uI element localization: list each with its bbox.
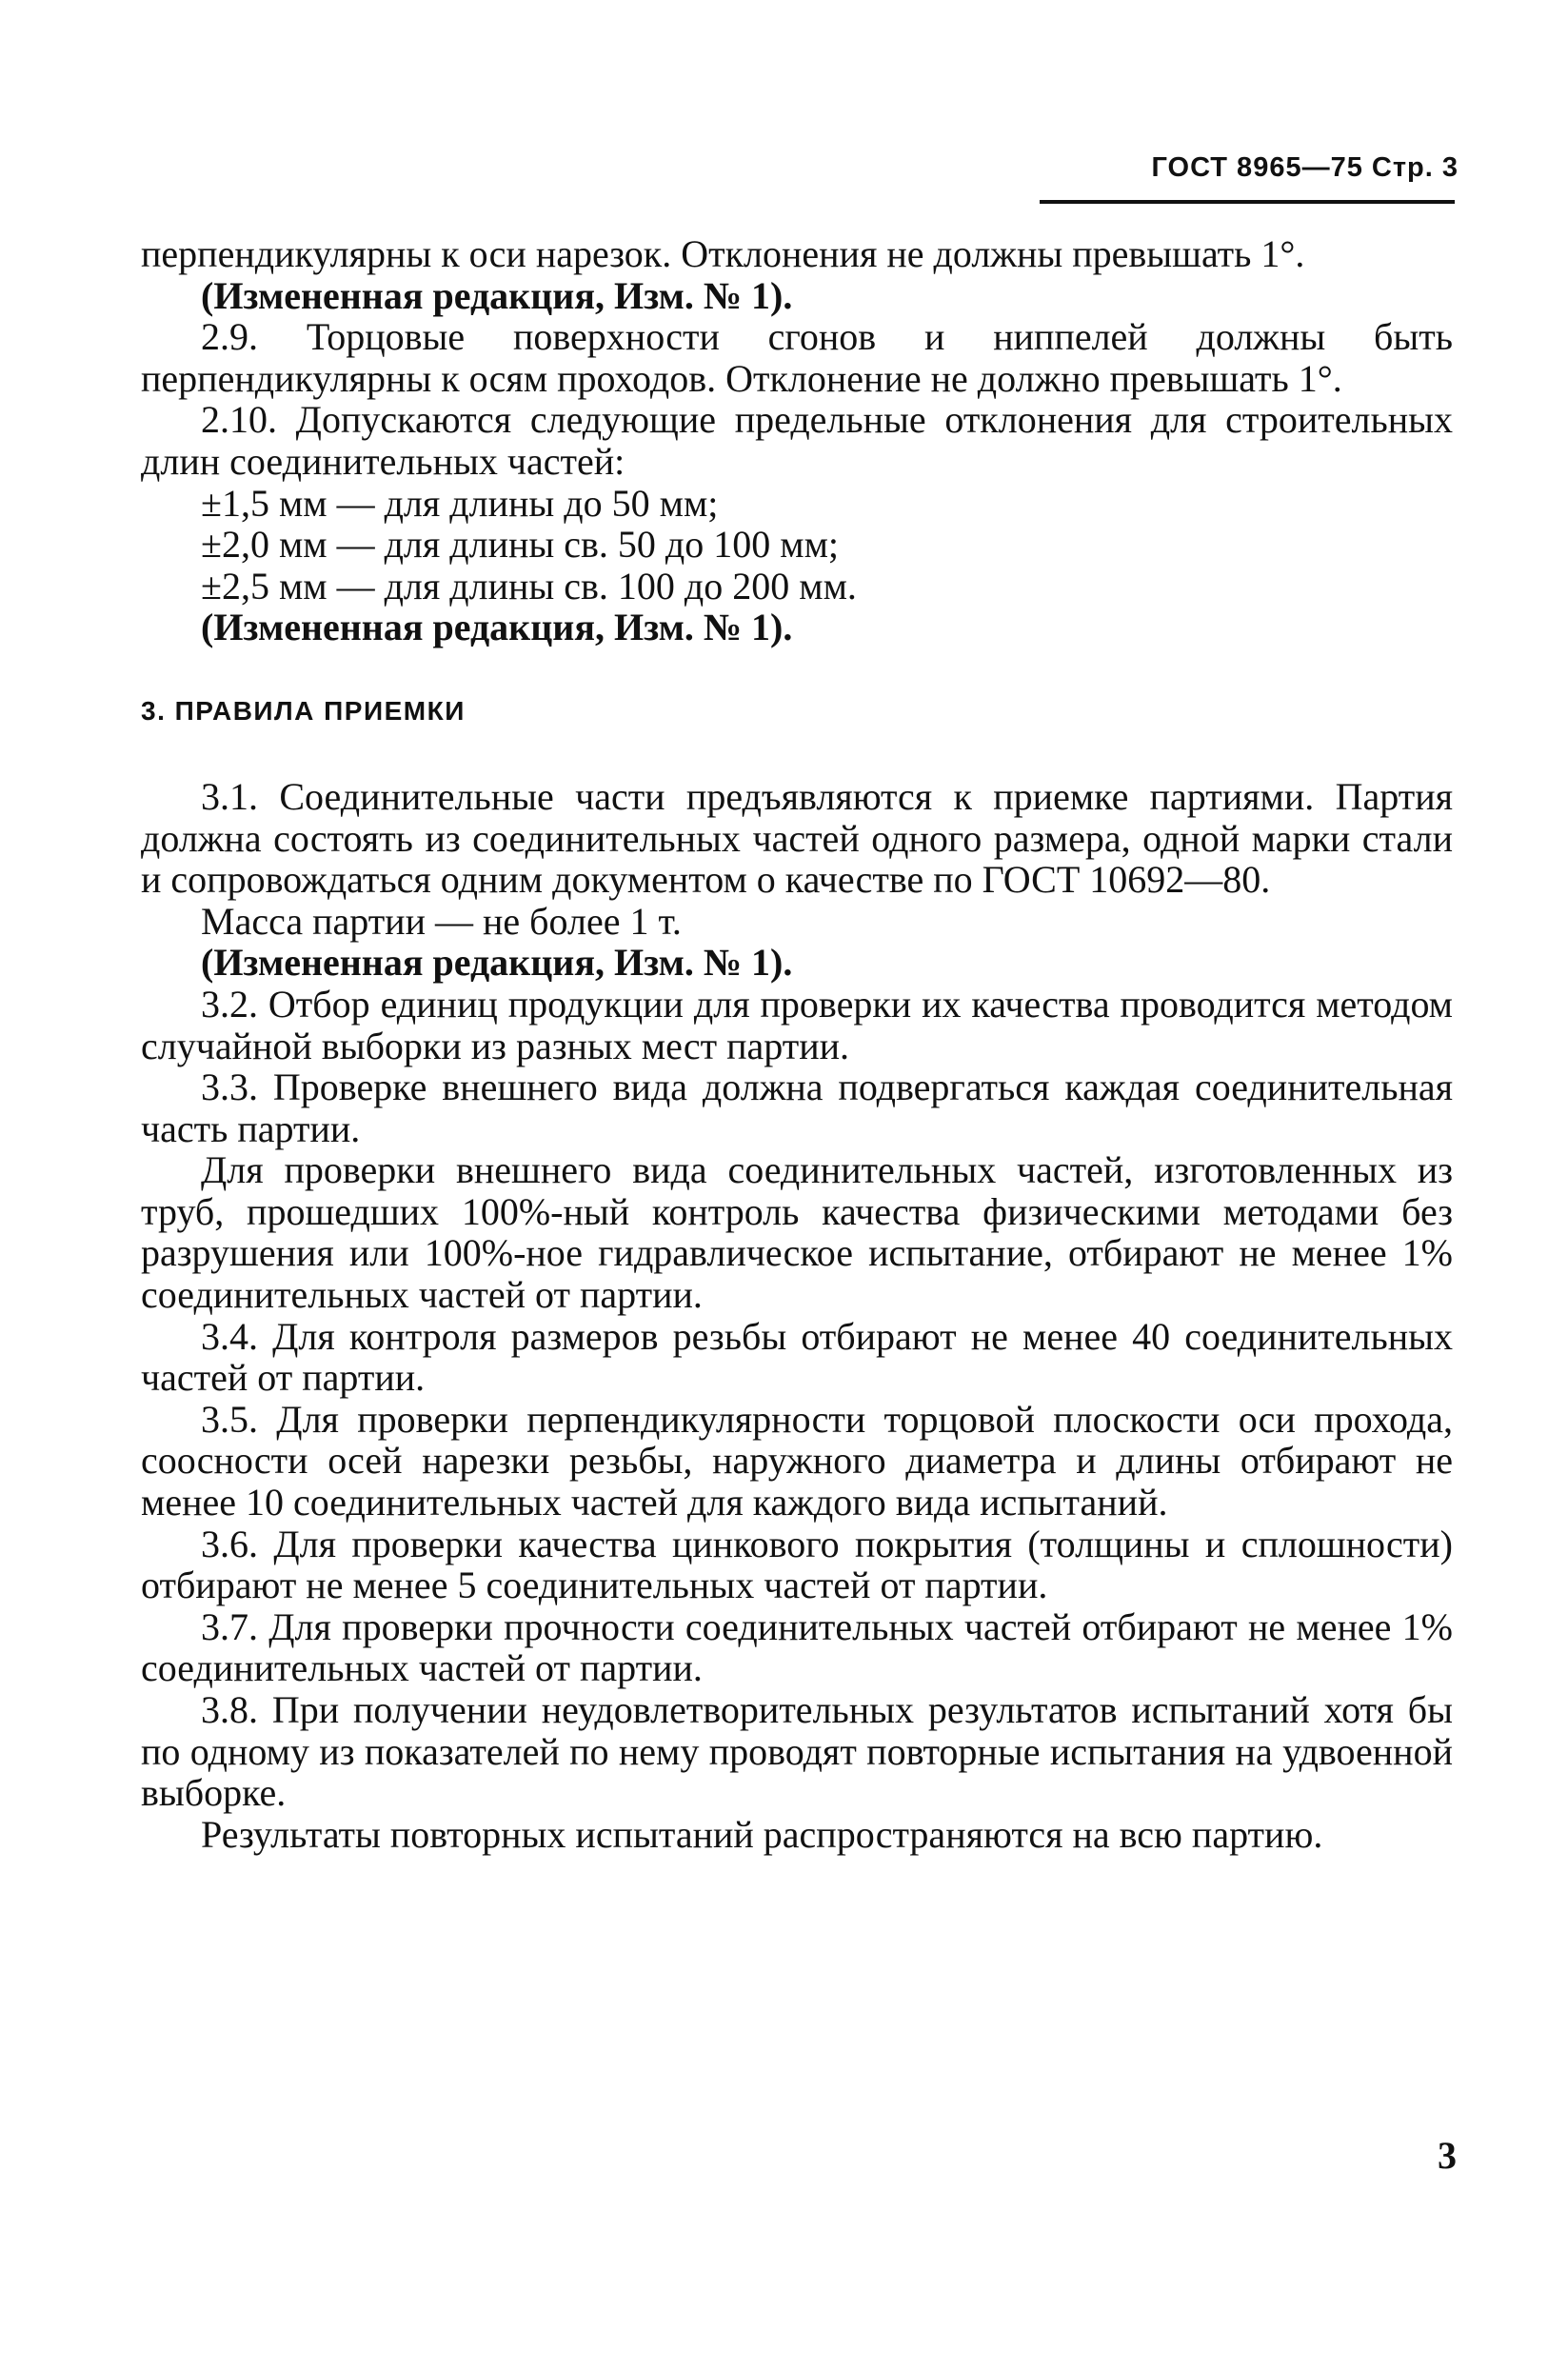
header-rule (1040, 200, 1455, 204)
tolerance-item: ±2,0 мм — для длины св. 50 до 100 мм; (201, 523, 840, 567)
clause-3-8: 3.8. При получении неудовлетворительных результатов испытаний хотя бы по одному из показателей по нему проводят повторные испытания на удвоенной выборке. (141, 1688, 1453, 1815)
clause-3-2: 3.2. Отбор единиц продукции для проверки их качества проводится методом случайной выборки из разных мест партии. (141, 982, 1453, 1067)
tolerance-item: ±1,5 мм — для длины до 50 мм; (201, 481, 719, 525)
clause-3-3-continued: Для проверки внешнего вида соединительных частей, изготовленных из труб, прошедших 100%-ный контроль качества физическими методами без разрушения или 100%-ное гидравлическое испытание, отбирают не менее 1% соединительных частей от партии. (141, 1148, 1453, 1317)
clause-3-4: 3.4. Для контроля размеров резьбы отбирают не менее 40 соединительных частей от партии. (141, 1314, 1453, 1400)
clause-2-10: 2.10. Допускаются следующие предельные отклонения для строительных длин соединительных частей: (141, 398, 1453, 483)
clause-2-9: 2.9. Торцовые поверхности сгонов и ниппелей должны быть перпендикулярны к осям проходов. Отклонение не должно превышать 1°. (141, 315, 1453, 400)
clause-3-1: 3.1. Соединительные части предъявляются к приемке партиями. Партия должна состоять из соединительных частей одного размера, одной марки стали и сопровождаться одним документом о качестве по ГОСТ 10692—80. (141, 774, 1453, 902)
clause-3-7: 3.7. Для проверки прочности соединительных частей отбирают не менее 1% соединительных частей от партии. (141, 1604, 1453, 1690)
amendment-note: (Измененная редакция, Изм. № 1). (201, 273, 793, 317)
tolerance-item: ±2,5 мм — для длины св. 100 до 200 мм. (201, 564, 857, 608)
amendment-note: (Измененная редакция, Изм. № 1). (201, 606, 793, 649)
paragraph-continuation: перпендикулярны к оси нарезок. Отклонения не должны превышать 1°. (141, 232, 1305, 275)
clause-3-5: 3.5. Для проверки перпендикулярности торцовой плоскости оси прохода, соосности осей нарезки резьбы, наружного диаметра и длины отбирают не менее 10 соединительных частей для каждого вида испытаний. (141, 1397, 1453, 1524)
section-heading: 3. ПРАВИЛА ПРИЕМКИ (141, 695, 466, 726)
clause-3-8-continued: Результаты повторных испытаний распространяются на всю партию. (201, 1812, 1323, 1856)
page-body (141, 233, 1453, 1855)
clause-3-6: 3.6. Для проверки качества цинкового покрытия (толщины и сплошности) отбирают не менее 5 соединительных частей от партии. (141, 1522, 1453, 1607)
amendment-note: (Измененная редакция, Изм. № 1). (201, 941, 793, 985)
batch-mass: Масса партии — не более 1 т. (201, 899, 682, 943)
page-number: 3 (1438, 2134, 1457, 2177)
running-header: ГОСТ 8965—75 Стр. 3 (1151, 152, 1459, 183)
clause-3-3: 3.3. Проверке внешнего вида должна подвергаться каждая соединительная часть партии. (141, 1066, 1453, 1150)
